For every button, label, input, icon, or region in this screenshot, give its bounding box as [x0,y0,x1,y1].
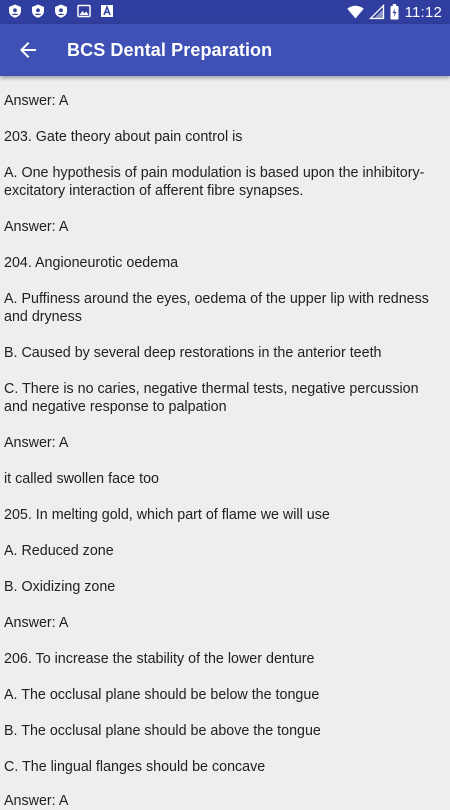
shield-icon [31,4,45,18]
option-line: A. Puffiness around the eyes, oedema of the upper lip with redness and dryness [4,291,429,325]
option-line: A. The occlusal plane should be below the tongue [4,687,320,703]
answer-line: Answer: A [4,93,69,109]
notification-icons [8,4,123,18]
page-title: BCS Dental Preparation [67,40,273,60]
option-line: B. The occlusal plane should be above the tongue [4,723,321,739]
shield-icon [8,4,22,18]
wifi-icon [347,5,364,19]
battery-icon [390,4,399,20]
option-line: C. There is no caries, negative thermal tests, negative percussion and negative response to palpation [4,381,419,415]
question-line: 204. Angioneurotic oedema [4,255,179,271]
option-line: A. One hypothesis of pain modulation is based upon the inhibitory- excitatory interaction of afferent fibre synapses. [4,165,425,199]
question-line: 206. To increase the stability of the lower denture [4,651,315,667]
signal-icon [370,5,384,19]
answer-line: Answer: A [4,435,69,451]
app-bar [0,24,450,76]
font-icon [100,4,114,18]
clock: 11:12 [404,3,442,21]
answer-line: Answer: A [4,793,69,809]
system-icons [341,0,442,24]
arrow-back-icon[interactable] [16,38,40,62]
option-line: B. Caused by several deep restorations in the anterior teeth [4,345,382,361]
option-line: B. Oxidizing zone [4,579,116,595]
answer-line: Answer: A [4,615,69,631]
image-icon [77,4,91,18]
question-line: 203. Gate theory about pain control is [4,129,243,145]
answer-line: Answer: A [4,219,69,235]
question-line: 205. In melting gold, which part of flame we will use [4,507,330,523]
question-list[interactable] [0,76,450,809]
note-line: it called swollen face too [4,471,159,487]
option-line: C. The lingual flanges should be concave [4,759,266,775]
option-line: A. Reduced zone [4,543,114,559]
shield-icon [54,4,68,18]
status-bar [0,0,450,24]
